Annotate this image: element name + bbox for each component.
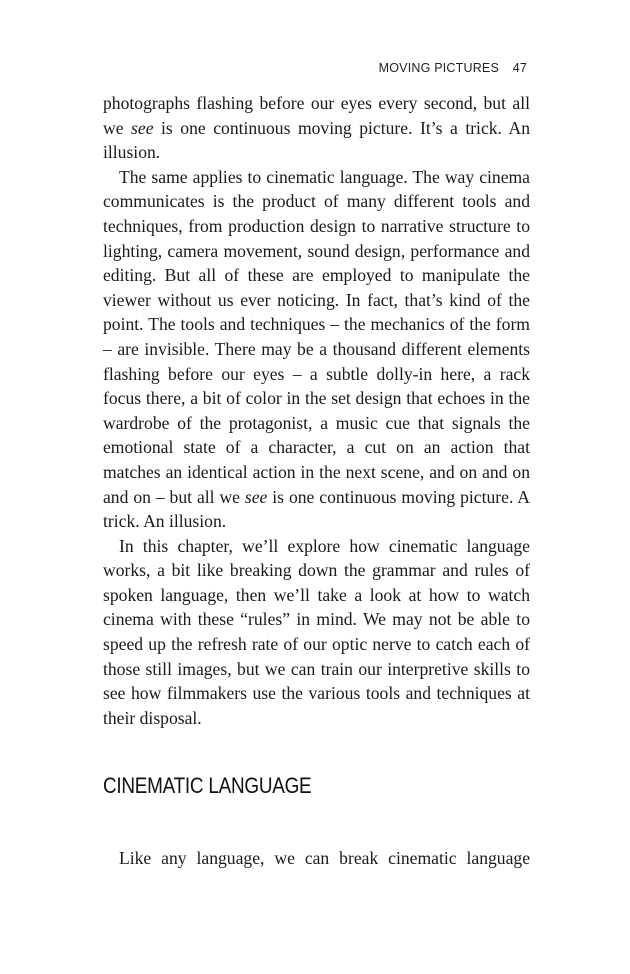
paragraph (103, 165, 530, 534)
paragraph: In this chapter, we’ll explore how cinematic language works, a bit like breaking down the grammar and rules of spoken language, then we’ll take a look at how to watch cinema with these “rules” in mind. We may not be able to speed up the refresh rate of our optic nerve to catch each of those still images, but we can train our interpretive skills to see how filmmakers use the various tools and techniques at their disposal. (103, 535, 530, 728)
emphasis: see (244, 486, 268, 507)
running-title: MOVING PICTURES (378, 61, 499, 75)
running-header (379, 61, 527, 75)
emphasis: see (131, 117, 154, 138)
paragraph-text: is one continuous moving picture. It’s a trick. An illusion. (103, 117, 531, 163)
body-text (103, 91, 530, 730)
section-heading: CINEMATIC LANGUAGE (103, 773, 312, 798)
paragraph-continued (103, 91, 530, 165)
paragraph-text: photographs flashing before our eyes every second, but all we (103, 93, 530, 138)
section-body (103, 846, 530, 871)
paragraph: Like any language, we can break cinematic language (119, 848, 530, 868)
page-number: 47 (512, 61, 527, 75)
paragraph-text: The same applies to cinematic language. The way cinema communicates is the product of many different tools and techniques, from production design to narrative structure to lighting, camera movement, sound design, performance and editing. But all of these are employed to manipulate the viewer without us ever noticing. In fact, that’s kind of the point. The tools and techniques – the mechanics of the form – are invisible. There may be a thousand different elements flashing before our eyes – a subtle dolly-in here, a rack focus there, a bit of color in the set design that echoes in the wardrobe of the protagonist, a music cue that signals the emotional state of a character, a cut on an action that matches an identical action in the next scene, and on and on and on – but all we (103, 166, 530, 507)
paragraph-text: is one continuous moving picture. A trick. An illusion. (103, 486, 530, 532)
